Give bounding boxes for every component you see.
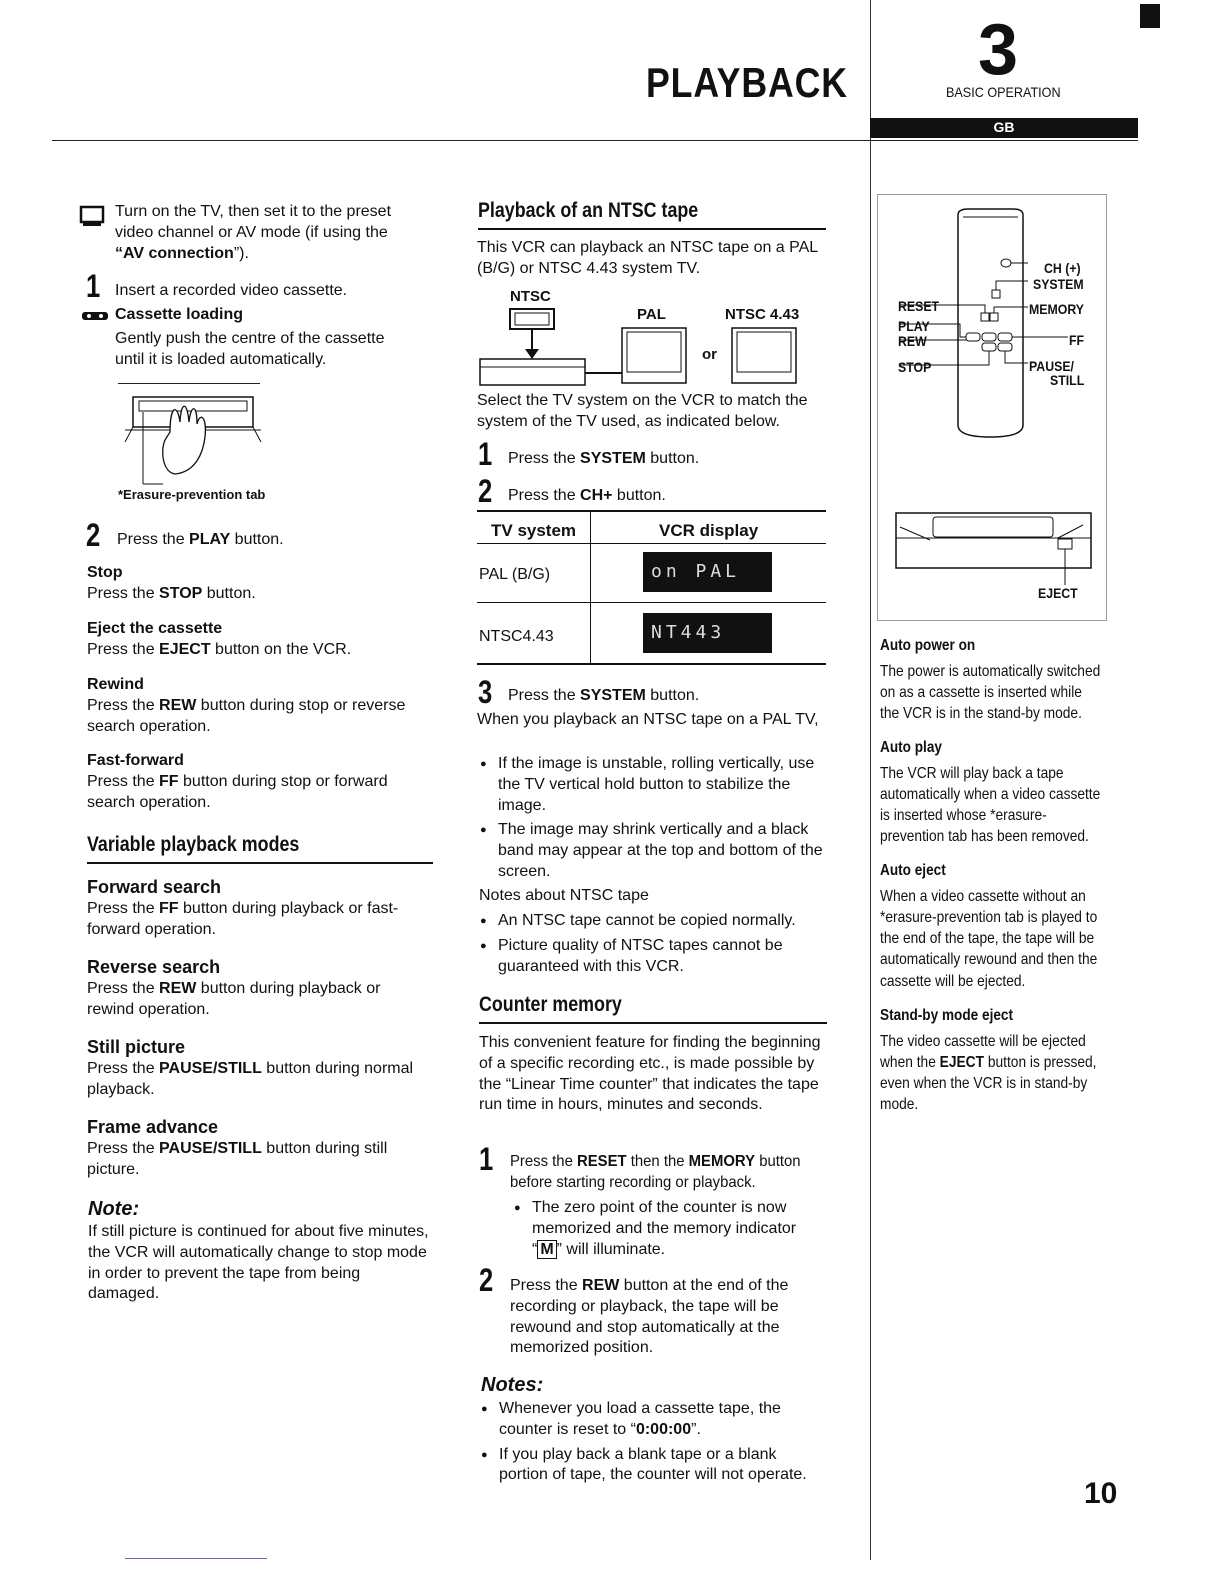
label-play: PLAY	[898, 318, 930, 334]
op-rewind	[87, 675, 427, 751]
bullet-item: ● The zero point of the counter is now memorized and the memory indicator “ M ” will illuminate.	[532, 1198, 827, 1260]
feature-sections	[880, 636, 1140, 1115]
table-header: VCR display	[659, 521, 759, 540]
mode-title: Forward search	[87, 877, 222, 897]
mode-forward-search	[87, 876, 432, 956]
step-number: 3	[478, 674, 493, 710]
ntsc-heading: Playback of an NTSC tape	[478, 199, 699, 222]
footer-line	[125, 1558, 267, 1559]
step-text: Press the RESET then the MEMORY button before starting recording or playback.	[510, 1153, 801, 1191]
vcr-display-pal: on PAL	[643, 552, 772, 592]
cassette-loading-title: Cassette loading	[115, 306, 244, 323]
diagram-label-ntsc: NTSC	[510, 288, 551, 305]
select-text: Select the TV system on the VCR to match the system of the TV used, as indicated below.	[477, 392, 808, 430]
bullet-item: ● If you play back a blank tape or a blank portion of tape, the counter will not operate.	[499, 1445, 824, 1487]
page-number: 10	[1084, 1477, 1118, 1510]
cassette-insert-illustration	[115, 392, 265, 487]
step-text: Press the SYSTEM button.	[508, 450, 700, 467]
table-col-rule	[590, 510, 591, 664]
ntsc-intro: This VCR can playback an NTSC tape on a PAL (B/G) or NTSC 4.43 system TV.	[477, 239, 818, 277]
op-text: Press the EJECT button on the VCR.	[87, 640, 352, 658]
erasure-label: *Erasure-prevention tab	[118, 487, 266, 502]
bullet-item: ● The image may shrink vertically and a black band may appear at the top and bottom of the screen.	[498, 820, 823, 882]
bullet-item: ● If the image is unstable, rolling vertically, use the TV vertical hold button to stabilize the image.	[498, 754, 823, 816]
op-text: Press the FF button during stop or forward search operation.	[87, 772, 388, 811]
table-rule	[477, 543, 826, 544]
section-title: Auto eject	[880, 862, 946, 880]
bullet-item: ● An NTSC tape cannot be copied normally.	[498, 911, 823, 932]
diagram-label-ntsc443: NTSC 4.43	[725, 306, 800, 323]
section-auto-play	[880, 738, 1140, 847]
counter-intro: This convenient feature for finding the beginning of a specific recording etc., is made possible by the “Linear Time counter” that indicates the tape run time in hours, minutes and seconds.	[479, 1034, 821, 1114]
intro-text: Turn on the TV, then set it to the preset video channel or AV mode (if using the “AV connection”).	[115, 203, 392, 262]
section-auto-eject	[880, 861, 1140, 991]
table-bottom-rule	[477, 663, 826, 665]
bullet-item: ● Picture quality of NTSC tapes cannot be guaranteed with this VCR.	[498, 936, 823, 978]
op-title: Eject the cassette	[87, 620, 223, 637]
bullet-item: ● Whenever you load a cassette tape, the counter is reset to “0:00:00”.	[499, 1399, 824, 1441]
tv-system-illustration	[477, 285, 827, 388]
modes-list	[87, 876, 432, 1181]
op-title: Rewind	[87, 676, 144, 693]
mode-text: Press the FF button during playback or fast-forward operation.	[87, 900, 399, 939]
column-divider	[870, 0, 871, 1560]
step-number: 2	[86, 517, 101, 553]
table-cell-system: PAL (B/G)	[479, 566, 551, 583]
label-rew: REW	[898, 333, 927, 349]
label-system: SYSTEM	[1033, 276, 1084, 292]
label-still: STILL	[1050, 372, 1085, 388]
section-text: The power is automatically switched on as a cassette is inserted while the VCR is in the stand-by mode.	[880, 662, 1101, 723]
illustration-box	[877, 194, 1107, 621]
label-reset: RESET	[898, 298, 940, 314]
counter-notes	[499, 1399, 824, 1486]
chapter-number: 3	[978, 10, 1019, 90]
step-number: 1	[86, 268, 101, 304]
section-text: The VCR will play back a tape automatically when a video cassette is inserted whose *erasure-prevention tab has been removed.	[880, 764, 1101, 846]
table-header: TV system	[491, 521, 577, 540]
section-auto-power-on	[880, 636, 1140, 724]
mode-frame-advance	[87, 1116, 432, 1181]
mode-reverse-search	[87, 956, 432, 1036]
mode-title: Frame advance	[87, 1117, 219, 1137]
tv-system-table	[477, 510, 826, 665]
corner-mark	[1140, 4, 1160, 28]
operations-list	[87, 563, 427, 813]
step-text: Press the REW button at the end of the recording or playback, the tape will be rewound and stop automatically at the memorized position.	[510, 1277, 789, 1357]
cassette-loading-text: Gently push the centre of the cassette until it is loaded automatically.	[115, 330, 385, 368]
heading-rule	[478, 228, 826, 230]
when-text: When you playback an NTSC tape on a PAL TV,	[477, 711, 819, 728]
notes-about-ntsc: Notes about NTSC tape	[479, 887, 649, 904]
chapter-label: BASIC OPERATION	[946, 84, 1061, 100]
op-title: Stop	[87, 564, 123, 581]
label-pause: PAUSE/	[1029, 358, 1074, 374]
op-eject	[87, 619, 427, 675]
diagram-or: or	[702, 346, 717, 363]
notes-title: Notes:	[481, 1374, 544, 1396]
label-ff: FF	[1069, 332, 1085, 348]
language-tab: GB	[870, 118, 1138, 138]
section-title: Auto power on	[880, 637, 976, 654]
heading-rule	[479, 1022, 827, 1024]
mode-title: Still picture	[87, 1037, 186, 1057]
op-stop	[87, 563, 427, 619]
step-text: Press the SYSTEM button.	[508, 687, 700, 704]
ntsc-bullets	[498, 754, 823, 883]
op-text: Press the REW button during stop or reverse search operation.	[87, 696, 406, 735]
label-ch: CH (+)	[1044, 260, 1081, 276]
step-number: 2	[479, 1262, 494, 1298]
op-fast-forward	[87, 751, 427, 813]
step-number: 1	[478, 436, 493, 472]
mode-still-picture	[87, 1036, 432, 1116]
step-text: Insert a recorded video cassette.	[115, 282, 348, 299]
ntsc-diagram	[477, 285, 827, 388]
memory-indicator: M	[537, 1240, 556, 1259]
header-rule	[52, 140, 1138, 141]
heading-rule	[87, 862, 433, 864]
page-title: PLAYBACK	[646, 59, 848, 106]
separator	[118, 383, 260, 384]
step-text: Press the PLAY button.	[117, 531, 284, 548]
label-eject: EJECT	[1038, 585, 1078, 601]
mode-text: Press the PAUSE/STILL button during normal playback.	[87, 1060, 414, 1099]
vcr-display-ntsc443: NT443	[643, 613, 772, 653]
step-text: Press the CH+ button.	[508, 487, 666, 504]
note-title: Note:	[88, 1198, 140, 1220]
note-text: If still picture is continued for about five minutes, the VCR will automatically change to stop mode in order to prevent the tape from being damaged.	[88, 1223, 429, 1303]
step-number: 1	[479, 1141, 494, 1177]
counter-memory-heading: Counter memory	[479, 993, 622, 1016]
label-memory: MEMORY	[1029, 301, 1084, 317]
table-cell-system: NTSC4.43	[479, 628, 554, 645]
table-top-rule	[477, 510, 826, 512]
table-rule	[477, 602, 826, 603]
op-title: Fast-forward	[87, 752, 184, 769]
mode-title: Reverse search	[87, 957, 221, 977]
section-title: Stand-by mode eject	[880, 1006, 1014, 1024]
label-stop: STOP	[898, 359, 932, 375]
op-text: Press the STOP button.	[87, 584, 256, 602]
variable-playback-heading: Variable playback modes	[87, 833, 300, 856]
section-text: When a video cassette without an *erasure-prevention tab is played to the end of the tape, the tape will be automatically rewound and then the cassette will be ejected.	[880, 888, 1098, 990]
mode-text: Press the REW button during playback or rewind operation.	[87, 980, 381, 1019]
tv-icon	[79, 205, 107, 227]
step-number: 2	[478, 473, 493, 509]
section-standby-eject	[880, 1006, 1140, 1115]
mode-text: Press the PAUSE/STILL button during still picture.	[87, 1140, 388, 1179]
section-text: The video cassette will be ejected when the EJECT button is pressed, even when the VCR is in stand-by mode.	[880, 1032, 1097, 1113]
cassette-icon	[81, 308, 109, 320]
ntsc-notes-bullets	[498, 911, 823, 977]
section-title: Auto play	[880, 739, 942, 757]
diagram-label-pal: PAL	[637, 306, 666, 323]
